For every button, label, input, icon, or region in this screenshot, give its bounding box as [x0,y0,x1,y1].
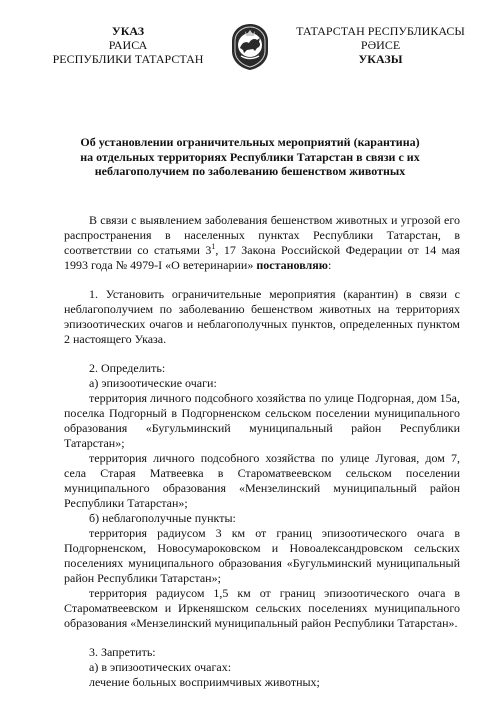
preamble-text-a: В связи с выявлением заболевания бешенством животных и угрозой его распространения в населенных пунктах Республики Татарстан, в соответствии со статьями 3 [64,213,460,257]
item-1: 1. Установить ограничительные мероприятия (карантин) в связи с неблагополучием по заболеванию бешенством животных на территориях эпизоотических очагов и неблагополучных пунктов, определенных пунктом 2 настоящего Указа. [64,287,460,346]
header-left-line1: УКАЗ [111,24,145,38]
header-left-line2: РАИСА [108,38,148,52]
header-right [278,24,483,66]
document-body [64,213,460,690]
preamble-paragraph [64,213,460,273]
title-line1: Об установлении ограничительных мероприятий (карантина) [80,135,420,149]
item-2-heading: 2. Определить: [89,361,166,375]
title-line3: неблагополучием по заболеванию бешенством животных [94,164,406,178]
header-left [28,24,228,66]
header-right-line2: РӘИСЕ [360,38,401,52]
preamble-colon: : [327,258,332,272]
decree-word: постановляю [256,258,328,272]
item-2b-entry-2: территория радиусом 1,5 км от границ эпизоотического очага в Староматвеевском и Иркеняшском сельских поселениях муниципального образования «Мензелинский муниципальный район Республики Татарстан». [64,586,460,630]
header-left-line3: РЕСПУБЛИКИ ТАТАРСТАН [52,52,204,66]
item-2a-entry-2: территория личного подсобного хозяйства по улице Луговая, дом 7, села Старая Матвеевка в Староматвеевском сельском поселении муниципального образования «Мензелинский муниципальный район Республики Татарстан»; [64,451,460,510]
item-3a-entry-1: лечение больных восприимчивых животных; [89,675,320,689]
tatarstan-coat-of-arms-icon [229,23,271,71]
preamble-text-b: , 17 Закона Российской Федерации от 14 мая 1993 года № 4979-I «О ветеринарии» [64,243,461,272]
item-2a-entry-1: территория личного подсобного хозяйства по улице Подгорная, дом 15а, поселка Подгорный в Подгорненском сельском поселении муниципального образования «Бугульминский муниципальный район Республики Татарстан»; [64,391,460,450]
document-title [40,135,460,179]
item-2b-heading: б) неблагополучные пункты: [89,511,236,525]
item-3-heading: 3. Запретить: [89,645,156,659]
header-right-line1: ТАТАРСТАН РЕСПУБЛИКАСЫ [296,24,465,38]
article-superscript: 1 [211,242,216,251]
header-right-line3: УКАЗЫ [358,52,403,66]
item-2b-entry-1: территория радиусом 3 км от границ эпизоотического очага в Подгорненском, Новосумароковском и Новоалександровском сельских поселениях муниципального образования «Бугульминский муниципальный район Республики Татарстан»; [64,526,460,585]
item-3a-heading: а) в эпизоотических очагах: [89,660,232,674]
item-2a-heading: а) эпизоотические очаги: [89,376,217,390]
title-line2: на отдельных территориях Республики Татарстан в связи с их [80,149,420,164]
